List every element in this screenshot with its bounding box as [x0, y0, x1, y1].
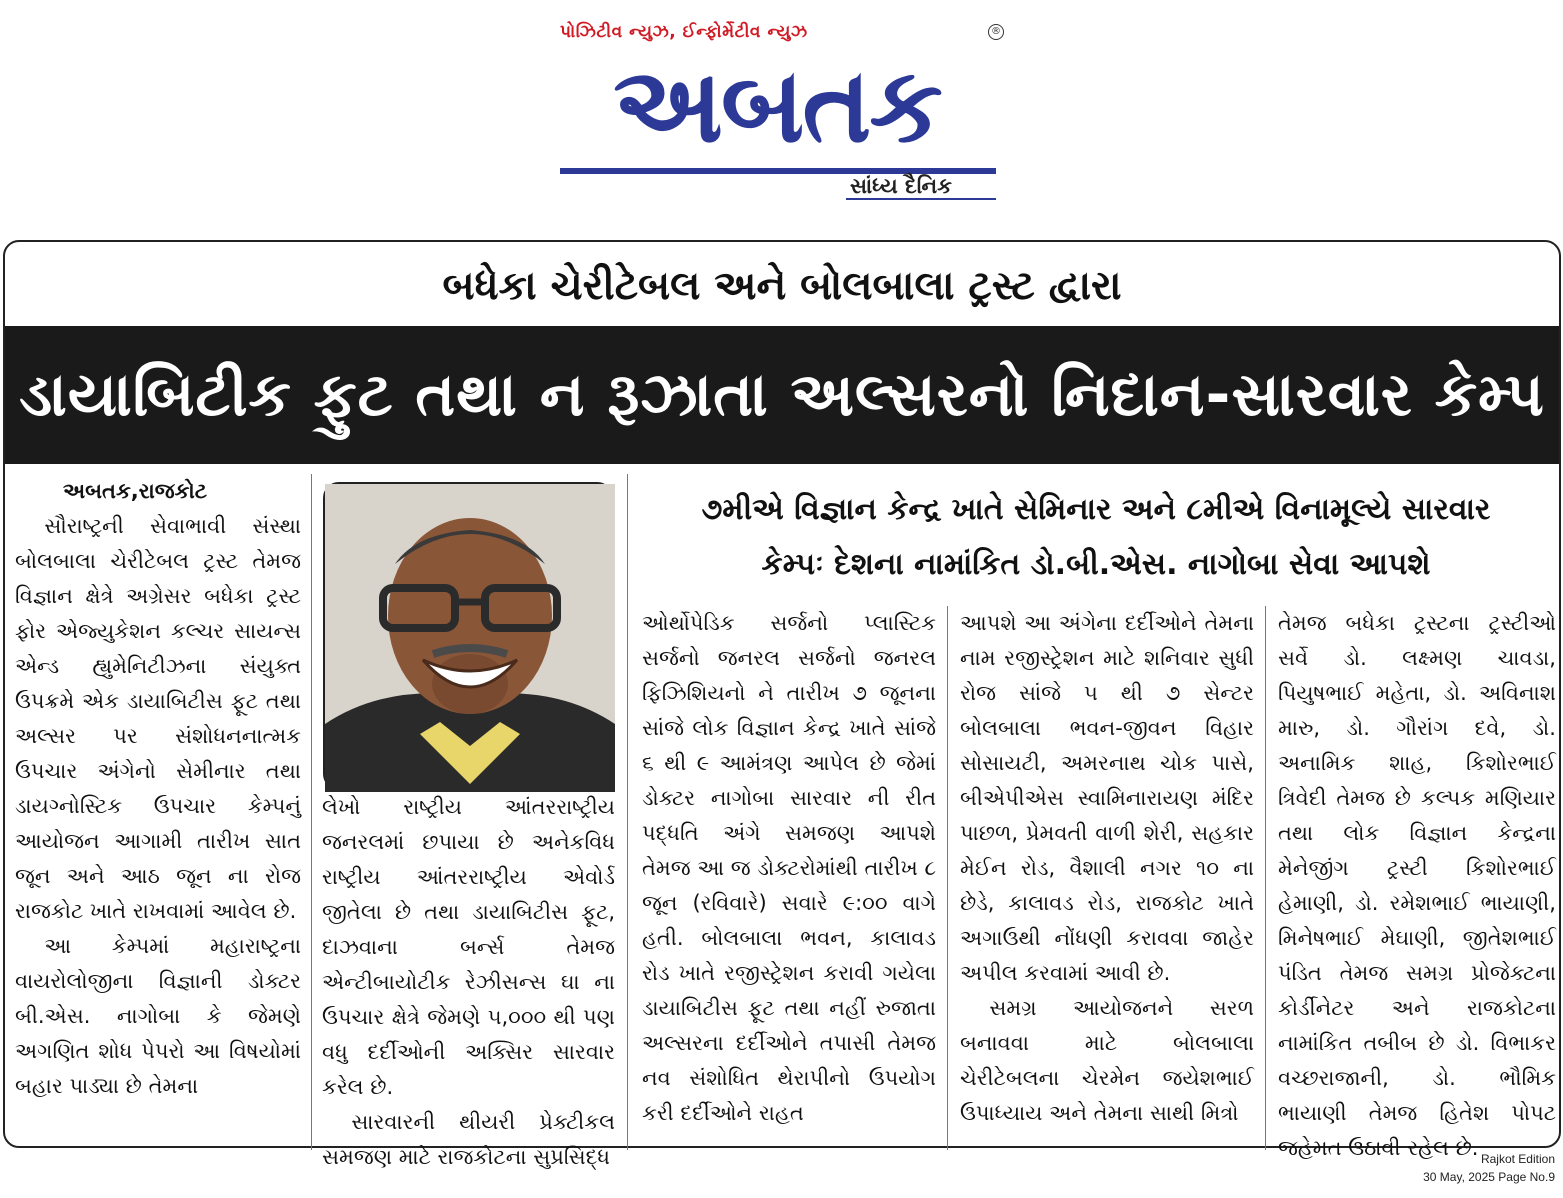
subheadline-line-2: કેમ્પઃ દેશના નામાંકિત ડો.બી.એસ. નાગોબા સેવા આપશે	[761, 547, 1431, 582]
dateline: અબતક,રાજકોટ	[63, 479, 207, 503]
paragraph: લેખો રાષ્ટ્રીય આંતરરાષ્ટ્રીય જનરલમાં છપાયા છે અનેકવિધ રાષ્ટ્રીય આંતરરાષ્ટ્રીય એવોર્ડ જીતેલા છે તથા ડાયાબિટીસ ફૂટ, દાઝવાના બર્ન્સ તેમજ એન્ટીબાયોટીક રેઝીસન્સ ઘા ના ઉપચાર ક્ષેત્રે જેમણે ૫,૦૦૦ થી પણ વધુ દર્દીઓની અક્સિર સારવાર કરેલ છે.	[322, 795, 615, 1099]
page-footer	[1423, 1150, 1555, 1186]
article-column-3	[642, 606, 936, 1150]
edition-label: Rajkot Edition	[1480, 1152, 1555, 1166]
column-divider	[627, 474, 628, 1150]
paragraph: ઓર્થોપેડિક સર્જનો પ્લાસ્ટિક સર્જનો જનરલ સર્જનો જનરલ ફિઝિશિયનો ને તારીખ ૭ જૂનના સાંજે લોક વિજ્ઞાન કેન્દ્ર ખાતે સાંજે ૬ થી ૯ આમંત્રણ આપેલ છે જેમાં ડોક્ટર નાગોબા સારવાર ની રીત પદ્ધતિ અંગે સમજણ આપશે તેમજ આ જ ડોક્ટરોમાંથી તારીખ ૮ જૂન (રવિવારે) સવારે ૯:૦૦ વાગે હતી. બોલબાલા ભવન, કાલાવડ રોડ ખાતે રજીસ્ટ્રેશન કરાવી ગયેલા ડાયાબિટીસ ફૂટ તથા નહીં રુજાતા અલ્સરના દર્દીઓને તપાસી તેમજ નવ સંશોધિત થેરાપીનો ઉપયોગ કરી દર્દીઓને રાહત	[642, 611, 936, 1125]
portrait-photo-icon	[325, 484, 615, 792]
date-page-label: 30 May, 2025 Page No.9	[1423, 1170, 1555, 1184]
column-divider	[947, 606, 948, 1150]
masthead	[0, 0, 1563, 240]
article-column-2	[322, 790, 615, 1169]
subbrand-rule	[846, 198, 996, 200]
paragraph: સારવારની થીયરી પ્રેક્ટીકલ સમજણ માટે રાજકોટના સુપ્રસિદ્ધ	[322, 1110, 615, 1169]
paragraph: તેમજ બધેકા ટ્રસ્ટના ટ્રસ્ટીઓ સર્વે ડો. લક્ષ્મણ ચાવડા, પિયુષભાઈ મહેતા, ડો. અવિનાશ મારુ, ડો. ગૌરાંગ દવે, ડો. અનામિક શાહ, કિશોરભાઈ ત્રિવેદી તેમજ છે કલ્પક મણિયાર તથા લોક વિજ્ઞાન કેન્દ્રના મેનેજીંગ ટ્રસ્ટી કિશોરભાઈ હેમાણી, ડો. રમેશભાઈ ભાયાણી, મિનેષભાઈ મેઘાણી, જીતેશભાઈ પંડિત તેમજ સમગ્ર પ્રોજેક્ટના કોર્ડીનેટર અને રાજકોટના નામાંકિત તબીબ છે ડો. વિભાકર વચ્છરાજાની, ડો. ભૌમિક ભાયાણી તેમજ હિતેશ પોપટ જહેમત ઉઠાવી રહેલ છે.	[1278, 611, 1556, 1160]
tagline: પોઝિટીવ ન્યુઝ, ઈન્ફોર્મેટીવ ન્યુઝ	[560, 22, 808, 42]
paragraph: આ કેમ્પમાં મહારાષ્ટ્રના વાયરોલોજીના વિજ્ઞાની ડોક્ટર બી.એસ. નાગોબા કે જેમણે અગણિત શોધ પેપરો આ વિષયોમાં બહાર પાડ્યા છે તેમના	[15, 934, 301, 1098]
paragraph: આપશે આ અંગેના દર્દીઓને તેમના નામ રજીસ્ટ્રેશન માટે શનિવાર સુધી રોજ સાંજે ૫ થી ૭ સેન્ટર બોલબાલા ભવન-જીવન વિહાર સોસાયટી, અમરનાથ ચોક પાસે, બીએપીએસ સ્વામિનારાયણ મંદિર પાછળ, પ્રેમવતી વાળી શેરી, સહકાર મેઈન રોડ, વૈશાલી નગર ૧૦ ના છેડે, કાલાવડ રોડ, રાજકોટ ખાતે અગાઉથી નોંધણી કરાવવા જાહેર અપીલ કરવામાં આવી છે.	[960, 611, 1254, 985]
kicker: બધેકા ચેરીટેબલ અને બોલબાલા ટ્રસ્ટ દ્વારા	[442, 263, 1122, 309]
article-column-1	[15, 474, 301, 1150]
paragraph: સમગ્ર આયોજનને સરળ બનાવવા માટે બોલબાલા ચેરીટેબલના ચેરમેન જયેશભાઈ ઉપાધ્યાય અને તેમના સાથી મિત્રો	[960, 996, 1254, 1125]
subheadline-line-1: ૭મીએ વિજ્ઞાન કેન્દ્ર ખાતે સેમિનાર અને ૮મીએ વિનામૂલ્યે સારવાર	[701, 492, 1491, 527]
subbrand: સાંધ્ય દૈનિક	[850, 174, 952, 198]
subheadline	[633, 482, 1559, 604]
portrait-photo	[323, 482, 613, 790]
newspaper-logo: અબતક	[613, 44, 941, 166]
article-column-4	[960, 606, 1254, 1150]
headline-band	[5, 326, 1559, 464]
column-divider	[311, 474, 312, 1150]
column-divider	[1265, 606, 1266, 1150]
paragraph: સૌરાષ્ટ્રની સેવાભાવી સંસ્થા બોલબાલા ચેરીટેબલ ટ્રસ્ટ તેમજ વિજ્ઞાન ક્ષેત્રે અગ્રેસર બધેકા ટ્રસ્ટ ફોર એજ્યુકેશન કલ્ચર સાયન્સ એન્ડ હ્યુમેનિટીઝના સંયુક્ત ઉપક્રમે એક ડાયાબિટીસ ફૂટ તથા અલ્સર પર સંશોધનનાત્મક ઉપચાર અંગેનો સેમીનાર તથા ડાયગ્નોસ્ટિક ઉપચાર કેમ્પનું આયોજન આગામી તારીખ સાત જૂન અને આઠ જૂન ના રોજ રાજકોટ ખાતે રાખવામાં આવેલ છે.	[15, 514, 301, 923]
registered-mark: ®	[988, 24, 1004, 40]
headline: ડાયાબિટીક ફુટ તથા ન રૂઝાતા અલ્સરનો નિદાન-સારવાર કેમ્પ	[19, 360, 1545, 430]
